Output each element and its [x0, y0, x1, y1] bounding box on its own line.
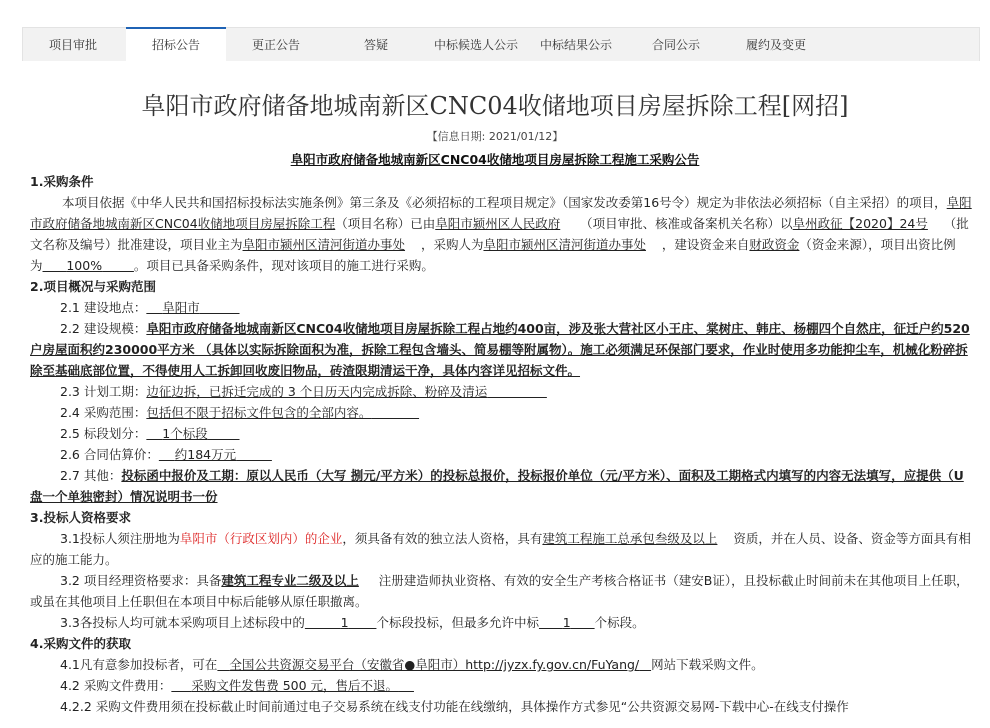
tab-candidate-publicity[interactable]: 中标候选人公示	[433, 38, 518, 52]
announcement-body	[30, 171, 972, 717]
section-heading: 3.投标人资格要求	[30, 510, 131, 525]
tab-tender-notice[interactable]: 招标公告	[126, 27, 226, 64]
tab-project-approval[interactable]: 项目审批	[48, 38, 97, 52]
list-item: 2.3 计划工期：边征边拆，已拆迁完成的 3 个日历天内完成拆除、粉碎及清运	[60, 384, 488, 399]
list-item: 2.6 合同估算价： 约184万元	[60, 447, 237, 462]
list-item: 2.2 建设规模：阜阳市政府储备地城南新区CNC04收储地项目房屋拆除工程占地约400亩，涉及张大营社区小王庄、棠树庄、韩庄、杨棚四个自然庄，征迁户约520户房屋面积约230000平方米 （具体以实际拆除面积为准，拆除工程包含墙头、简易棚等附属物）。施工必须满足环保部门要求，作业时使用多功能抑尘车，机械化粉碎拆除至基础底部位置，不得使用人工拆卸回收废旧物品，砖渣限期清运干净，具体内容详见招标文件。	[30, 321, 970, 378]
info-date: 【信息日期: 2021/01/12】	[426, 130, 564, 143]
tab-contract-publicity[interactable]: 合同公示	[651, 38, 700, 52]
paragraph: 本项目依据《中华人民共和国招标投标法实施条例》第三条及《必须招标的工程项目规定》（国家发改委第16号令）规定为非依法必须招标（自主采招）的项目，阜阳市政府储备地城南新区CNC04收储地项目房屋拆除工程（项目名称）已由阜阳市颍州区人民政府 （项目审批、核准或备案机关名称）以阜州政征【2020】24号 （批文名称及编号）批准建设，项目业主为阜阳市颍州区清河街道办事处 ，采购人为阜阳市颍州区清河街道办事处 ，建设资金来自财政资金（资金来源），项目出资比例为 100% 。项目已具备采购条件，现对该项目的施工进行采购。	[30, 195, 972, 273]
list-item: 3.1投标人须注册地为阜阳市（行政区划内）的企业，须具备有效的独立法人资格，具有建筑工程施工总承包叁级及以上 资质，并在人员、设备、资金等方面具有相应的施工能力。	[30, 531, 971, 567]
list-item: 2.1 建设地点： 阜阳市	[60, 300, 200, 315]
tab-correction-notice[interactable]: 更正公告	[251, 38, 300, 52]
list-item: 2.5 标段划分： 1个标段	[60, 426, 208, 441]
page-title: 阜阳市政府储备地城南新区CNC04收储地项目房屋拆除工程[网招]	[141, 92, 849, 120]
tab-bar	[22, 27, 980, 61]
list-item: 2.4 采购范围：包括但不限于招标文件包含的全部内容。	[60, 405, 372, 420]
tab-performance-change[interactable]: 履约及变更	[745, 38, 806, 52]
list-item: 4.2 采购文件费用： 采购文件发售费 500 元，售后不退。	[60, 678, 399, 693]
section-heading: 4.采购文件的获取	[30, 636, 131, 651]
tab-qa[interactable]: 答疑	[363, 38, 388, 52]
tab-result-publicity[interactable]: 中标结果公示	[539, 38, 612, 52]
section-heading: 2.项目概况与采购范围	[30, 279, 156, 294]
list-item: 3.2 项目经理资格要求：具备建筑工程专业二级及以上 注册建造师执业资格、有效的安全生产考核合格证书（建安B证），且投标截止时间前未在其他项目上任职，或虽在其他项目上任职但在本项目中标后能够从原任职撤离。	[30, 573, 969, 609]
section-heading: 1.采购条件	[30, 174, 94, 189]
list-item: 3.3各投标人均可就本采购项目上述标段中的 1 个标段投标，但最多允许中标 1 个标段。	[60, 615, 645, 630]
announcement-subtitle: 阜阳市政府储备地城南新区CNC04收储地项目房屋拆除工程施工采购公告	[290, 152, 700, 167]
list-item: 2.7 其他：投标函中报价及工期：原以人民币（大写 捌元/平方米）的投标总报价，投标报价单位（元/平方米）、面积及工期格式内填写的内容无法填写，应提供（U盘一个单独密封）情况说明书一份	[30, 468, 964, 504]
list-item: 4.1凡有意参加投标者，可在 全国公共资源交易平台（安徽省●阜阳市）http://jyzx.fy.gov.cn/FuYang/ 网站下载采购文件。	[60, 657, 764, 672]
list-item: 4.2.2 采购文件费用须在投标截止时间前通过电子交易系统在线支付功能在线缴纳，具体操作方式参见“公共资源交易网-下载中心-在线支付操作	[60, 699, 849, 714]
